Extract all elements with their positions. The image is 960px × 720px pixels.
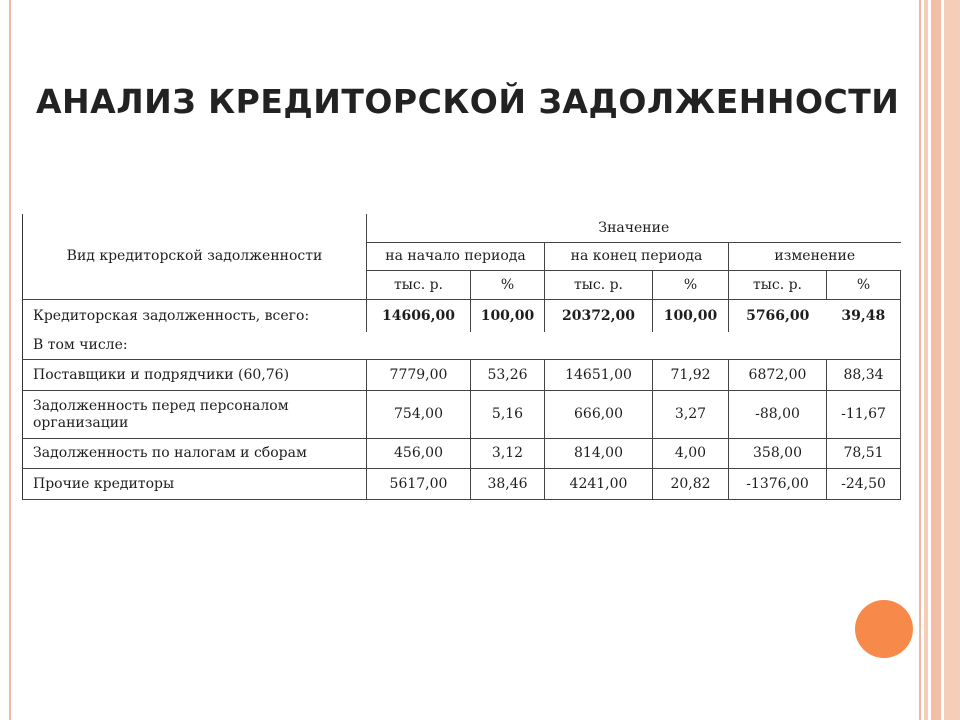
table-row	[23, 469, 901, 500]
credit-analysis-table-container	[22, 214, 900, 500]
value-cell: -24,50	[827, 469, 901, 500]
value-cell: 4,00	[653, 439, 729, 469]
row-label: В том числе:	[23, 332, 367, 360]
value-cell: 39,48	[827, 300, 901, 333]
value-cell: 3,12	[471, 439, 545, 469]
header-value-cell: Значение	[367, 214, 901, 243]
value-cell: 5,16	[471, 391, 545, 439]
value-cell: 100,00	[653, 300, 729, 333]
table-row	[23, 439, 901, 469]
row-label-line: Задолженность перед персоналом	[33, 397, 289, 414]
value-cell: 666,00	[545, 391, 653, 439]
value-cell: 14651,00	[545, 360, 653, 391]
header-unit-cell: %	[471, 271, 545, 300]
value-cell: 456,00	[367, 439, 471, 469]
value-cell: -11,67	[827, 391, 901, 439]
decor-stripe	[924, 0, 928, 720]
value-cell: 20372,00	[545, 300, 653, 333]
row-label-line: организации	[33, 414, 129, 431]
value-cell: 20,82	[653, 469, 729, 500]
value-cell: 100,00	[471, 300, 545, 333]
value-cell: 3,27	[653, 391, 729, 439]
value-cell: -88,00	[729, 391, 827, 439]
value-cell: 754,00	[367, 391, 471, 439]
header-unit-cell: %	[827, 271, 901, 300]
header-type-cell: Вид кредиторской задолженности	[23, 214, 367, 300]
header-unit-cell: тыс. р.	[729, 271, 827, 300]
row-label: Задолженность по налогам и сборам	[23, 439, 367, 469]
value-cell: 358,00	[729, 439, 827, 469]
table-row	[23, 391, 901, 439]
value-cell: -1376,00	[729, 469, 827, 500]
header-group-change: изменение	[729, 243, 901, 271]
header-group-end: на конец периода	[545, 243, 729, 271]
value-cell: 6872,00	[729, 360, 827, 391]
decor-stripe	[944, 0, 960, 720]
row-label	[23, 391, 367, 439]
value-cell: 78,51	[827, 439, 901, 469]
credit-analysis-table	[22, 214, 901, 500]
table-row-subheading	[23, 332, 901, 360]
value-cell: 88,34	[827, 360, 901, 391]
header-group-start: на начало периода	[367, 243, 545, 271]
decor-circle	[855, 600, 913, 658]
row-label: Кредиторская задолженность, всего:	[23, 300, 367, 333]
header-unit-cell: тыс. р.	[367, 271, 471, 300]
header-unit-cell: %	[653, 271, 729, 300]
value-cell: 5617,00	[367, 469, 471, 500]
value-cell: 14606,00	[367, 300, 471, 333]
row-label: Прочие кредиторы	[23, 469, 367, 500]
row-label: Поставщики и подрядчики (60,76)	[23, 360, 367, 391]
value-cell: 814,00	[545, 439, 653, 469]
table-row-total	[23, 300, 901, 333]
value-cell: 53,26	[471, 360, 545, 391]
decor-stripe	[931, 0, 941, 720]
value-cell: 4241,00	[545, 469, 653, 500]
table-row	[23, 360, 901, 391]
header-unit-cell: тыс. р.	[545, 271, 653, 300]
value-cell: 7779,00	[367, 360, 471, 391]
value-cell: 38,46	[471, 469, 545, 500]
value-cell: 5766,00	[746, 307, 810, 324]
value-cell: 71,92	[653, 360, 729, 391]
slide-title: АНАЛИЗ КРЕДИТОРСКОЙ ЗАДОЛЖЕННОСТИ	[36, 82, 900, 121]
